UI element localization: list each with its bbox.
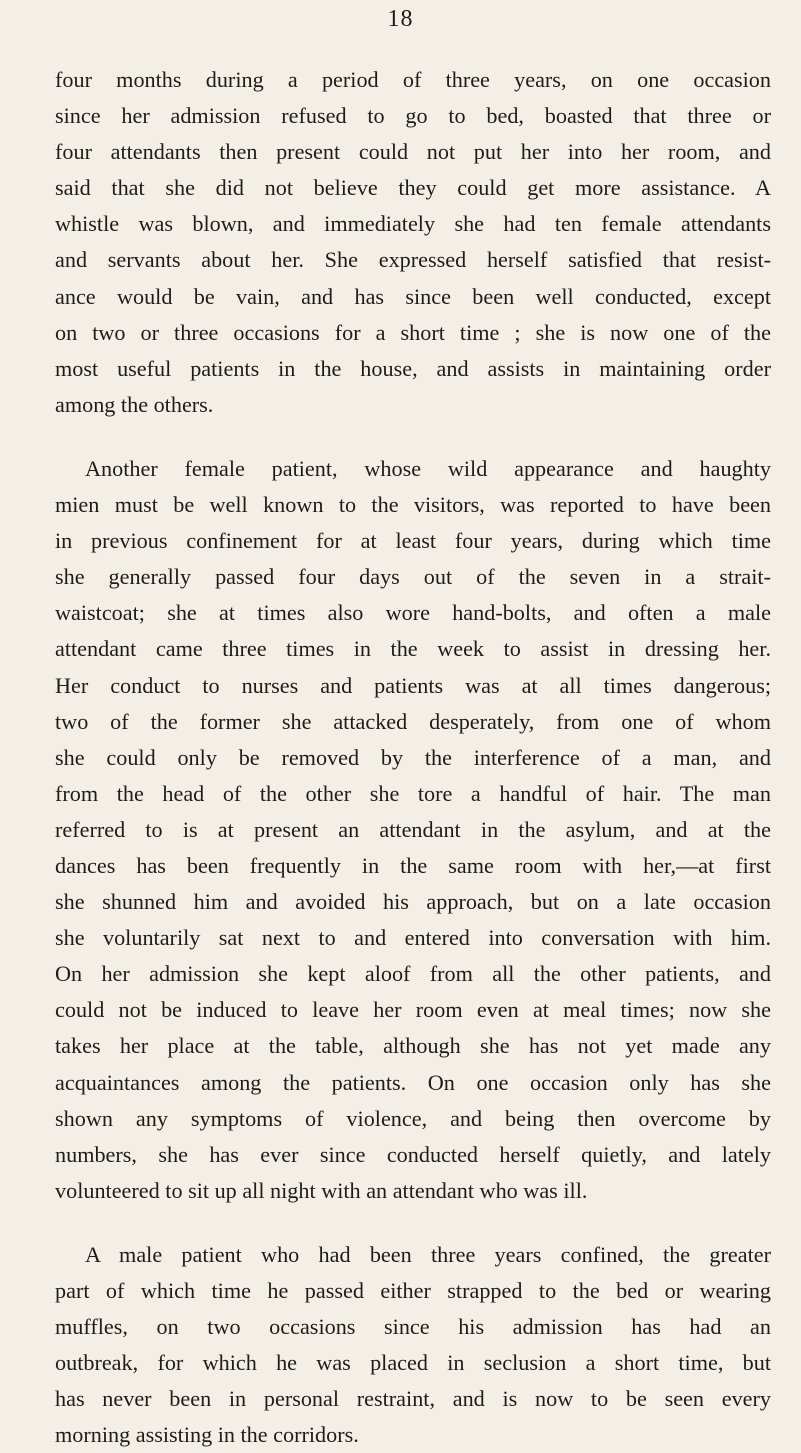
text-line: mien must be well known to the visitors, was reported to have been — [55, 492, 771, 518]
text-line: Another female patient, whose wild appearance and haughty — [85, 455, 771, 481]
text-line: from the head of the other she tore a handful of hair. The man — [55, 780, 771, 806]
text-line: she shunned him and avoided his approach, but on a late occasion — [55, 889, 771, 915]
text-line: since her admission refused to go to bed, boasted that three or — [55, 103, 771, 129]
paragraph-2 — [55, 451, 771, 1209]
text-line: part of which time he passed either strapped to the bed or wearing — [55, 1278, 771, 1303]
text-line: referred to is at present an attendant in the asylum, and at the — [55, 816, 771, 842]
text-line: shown any symptoms of violence, and being then overcome by — [55, 1105, 771, 1131]
text-line: and servants about her. She expressed herself satisfied that resist- — [55, 247, 771, 273]
paragraph-3 — [55, 1237, 771, 1453]
text-line: four attendants then present could not put her into her room, and — [55, 139, 771, 165]
text-line: numbers, she has ever since conducted herself quietly, and lately — [55, 1141, 771, 1167]
text-line: acquaintances among the patients. On one occasion only has she — [55, 1069, 771, 1095]
text-line: A male patient who had been three years confined, the greater — [85, 1241, 771, 1267]
page-number: 18 — [387, 6, 414, 32]
text-line: she voluntarily sat next to and entered into conversation with him. — [55, 925, 771, 951]
text-line: ance would be vain, and has since been well conducted, except — [55, 283, 771, 309]
text-line: has never been in personal restraint, and is now to be seen every — [55, 1386, 771, 1412]
text-line: two of the former she attacked desperately, from one of whom — [55, 708, 771, 734]
text-line: could not be induced to leave her room even at meal times; now she — [55, 997, 771, 1023]
text-line: takes her place at the table, although she has not yet made any — [55, 1033, 771, 1059]
text-line: four months during a period of three years, on one occasion — [55, 67, 771, 92]
text-line: attendant came three times in the week to assist in dressing her. — [55, 636, 771, 662]
text-line: Her conduct to nurses and patients was at all times dangerous; — [55, 672, 771, 698]
text-line: muffles, on two occasions since his admission has had an — [55, 1314, 771, 1340]
paragraph-1 — [55, 62, 771, 423]
text-line: outbreak, for which he was placed in seclusion a short time, but — [55, 1350, 771, 1376]
text-line: waistcoat; she at times also wore hand-bolts, and often a male — [55, 600, 771, 626]
text-line: on two or three occasions for a short time ; she is now one of the — [55, 319, 771, 345]
text-line: among the others. — [55, 391, 214, 417]
text-line: in previous confinement for at least four years, during which time — [55, 528, 771, 554]
text-line: said that she did not believe they could get more assistance. A — [55, 175, 771, 201]
body-text — [55, 62, 771, 1453]
text-line: morning assisting in the corridors. — [55, 1422, 359, 1448]
text-line: volunteered to sit up all night with an attendant who was ill. — [55, 1177, 588, 1203]
text-line: she generally passed four days out of the seven in a strait- — [55, 564, 771, 590]
text-line: dances has been frequently in the same room with her,—at first — [55, 852, 771, 878]
text-line: On her admission she kept aloof from all the other patients, and — [55, 961, 771, 987]
text-line: whistle was blown, and immediately she had ten female attendants — [55, 211, 771, 237]
text-line: most useful patients in the house, and assists in maintaining order — [55, 355, 771, 381]
text-line: she could only be removed by the interference of a man, and — [55, 744, 771, 770]
